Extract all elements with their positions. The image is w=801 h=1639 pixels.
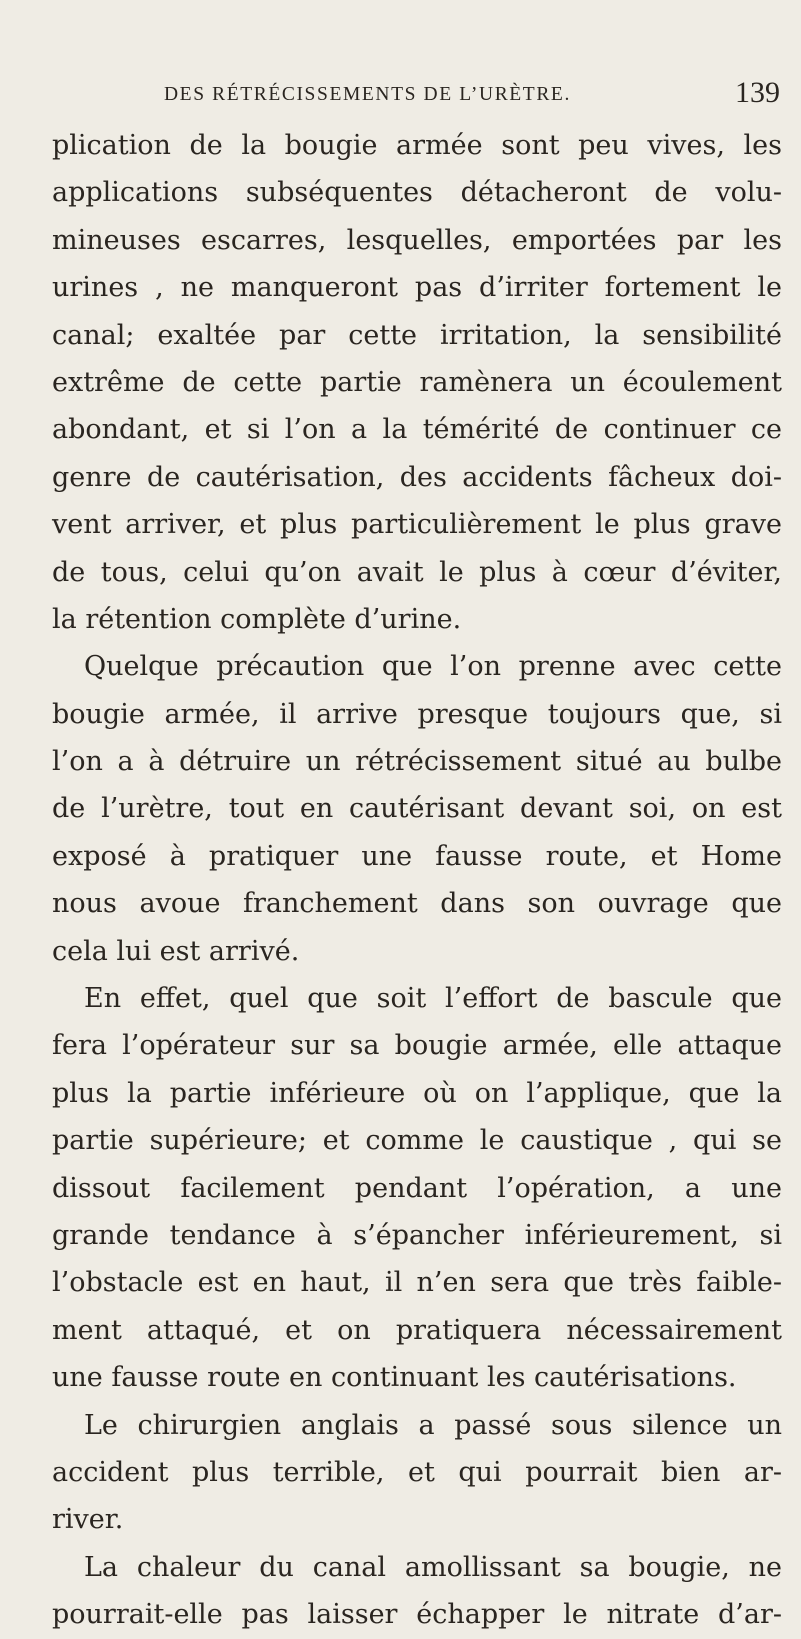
text-line: nous avoue franchement dans son ouvrage que — [52, 888, 782, 920]
text-line: dissout facilement pendant l’opération, a une — [52, 1172, 782, 1204]
text-line: abondant, et si l’on a la témérité de continuer ce — [52, 414, 782, 446]
running-title: DES RÉTRÉCISSEMENTS DE L’URÈTRE. — [164, 84, 571, 105]
text-line: accident plus terrible, et qui pourrait bien ar- — [52, 1456, 782, 1488]
text-line: applications subséquentes détacheront de volu- — [52, 177, 782, 209]
text-line: extrême de cette partie ramènera un écoulement — [52, 366, 782, 398]
text-line: En effet, quel que soit l’effort de bascule que — [84, 983, 782, 1015]
text-line: La chaleur du canal amollissant sa bougie, ne — [84, 1551, 782, 1583]
text-line: river. — [52, 1504, 124, 1536]
running-head — [100, 76, 780, 110]
text-line: Quelque précaution que l’on prenne avec cette — [84, 651, 782, 683]
text-line: de l’urètre, tout en cautérisant devant soi, on est — [52, 793, 782, 825]
text-line: fera l’opérateur sur sa bougie armée, elle attaque — [52, 1030, 782, 1062]
text-line: grande tendance à s’épancher inférieurement, si — [52, 1219, 782, 1251]
text-line: mineuses escarres, lesquelles, emportées par les — [52, 224, 782, 256]
text-line: partie supérieure; et comme le caustique , qui se — [52, 1125, 782, 1157]
text-line: genre de cautérisation, des accidents fâcheux doi- — [52, 461, 782, 493]
text-line: pourrait-elle pas laisser échapper le nitrate d’ar- — [52, 1599, 782, 1631]
text-line: Le chirurgien anglais a passé sous silence un — [84, 1409, 782, 1441]
body-text — [52, 122, 782, 1639]
text-line: canal; exaltée par cette irritation, la sensibilité — [52, 319, 782, 351]
text-line: de tous, celui qu’on avait le plus à cœur d’éviter, — [52, 556, 782, 588]
text-line: une fausse route en continuant les cautérisations. — [52, 1362, 737, 1394]
text-line: ment attaqué, et on pratiquera nécessairement — [52, 1314, 782, 1346]
text-line: vent arriver, et plus particulièrement le plus grave — [52, 509, 782, 541]
text-line: cela lui est arrivé. — [52, 935, 300, 967]
text-line: plication de la bougie armée sont peu vives, les — [52, 130, 782, 161]
text-line: l’on a à détruire un rétrécissement situé au bulbe — [52, 746, 782, 778]
text-line: la rétention complète d’urine. — [52, 603, 462, 635]
text-line: exposé à pratiquer une fausse route, et Home — [52, 840, 782, 872]
text-line: bougie armée, il arrive presque toujours que, si — [52, 698, 782, 730]
text-line: urines , ne manqueront pas d’irriter fortement le — [52, 272, 782, 304]
page-number: 139 — [735, 76, 780, 109]
text-line: plus la partie inférieure où on l’applique, que la — [52, 1077, 782, 1109]
text-line: l’obstacle est en haut, il n’en sera que très faible- — [52, 1267, 782, 1299]
